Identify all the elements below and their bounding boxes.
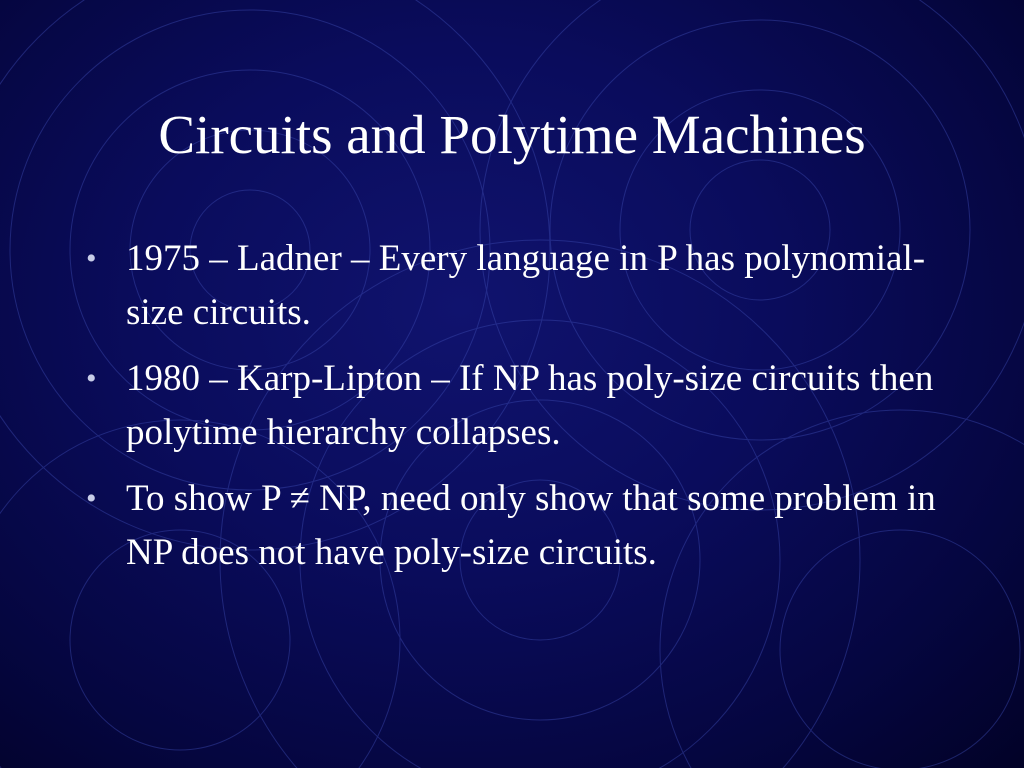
bullet-icon: • <box>86 362 97 395</box>
bullet-icon: • <box>86 242 97 275</box>
bullet-icon: • <box>86 482 97 515</box>
slide-title: Circuits and Polytime Machines <box>158 104 866 165</box>
bullet-text: 1975 – Ladner – Every language in P has polynomial-size circuits. <box>126 238 926 333</box>
bullet-text: 1980 – Karp-Lipton – If NP has poly-size circuits then polytime hierarchy collapses. <box>126 358 934 453</box>
bullet-text: To show P ≠ NP, need only show that some problem in NP does not have poly-size circuits. <box>126 478 936 573</box>
bullet-list <box>86 232 946 592</box>
bullet-item <box>86 232 946 340</box>
bullet-item <box>86 472 946 580</box>
bullet-item <box>86 352 946 460</box>
